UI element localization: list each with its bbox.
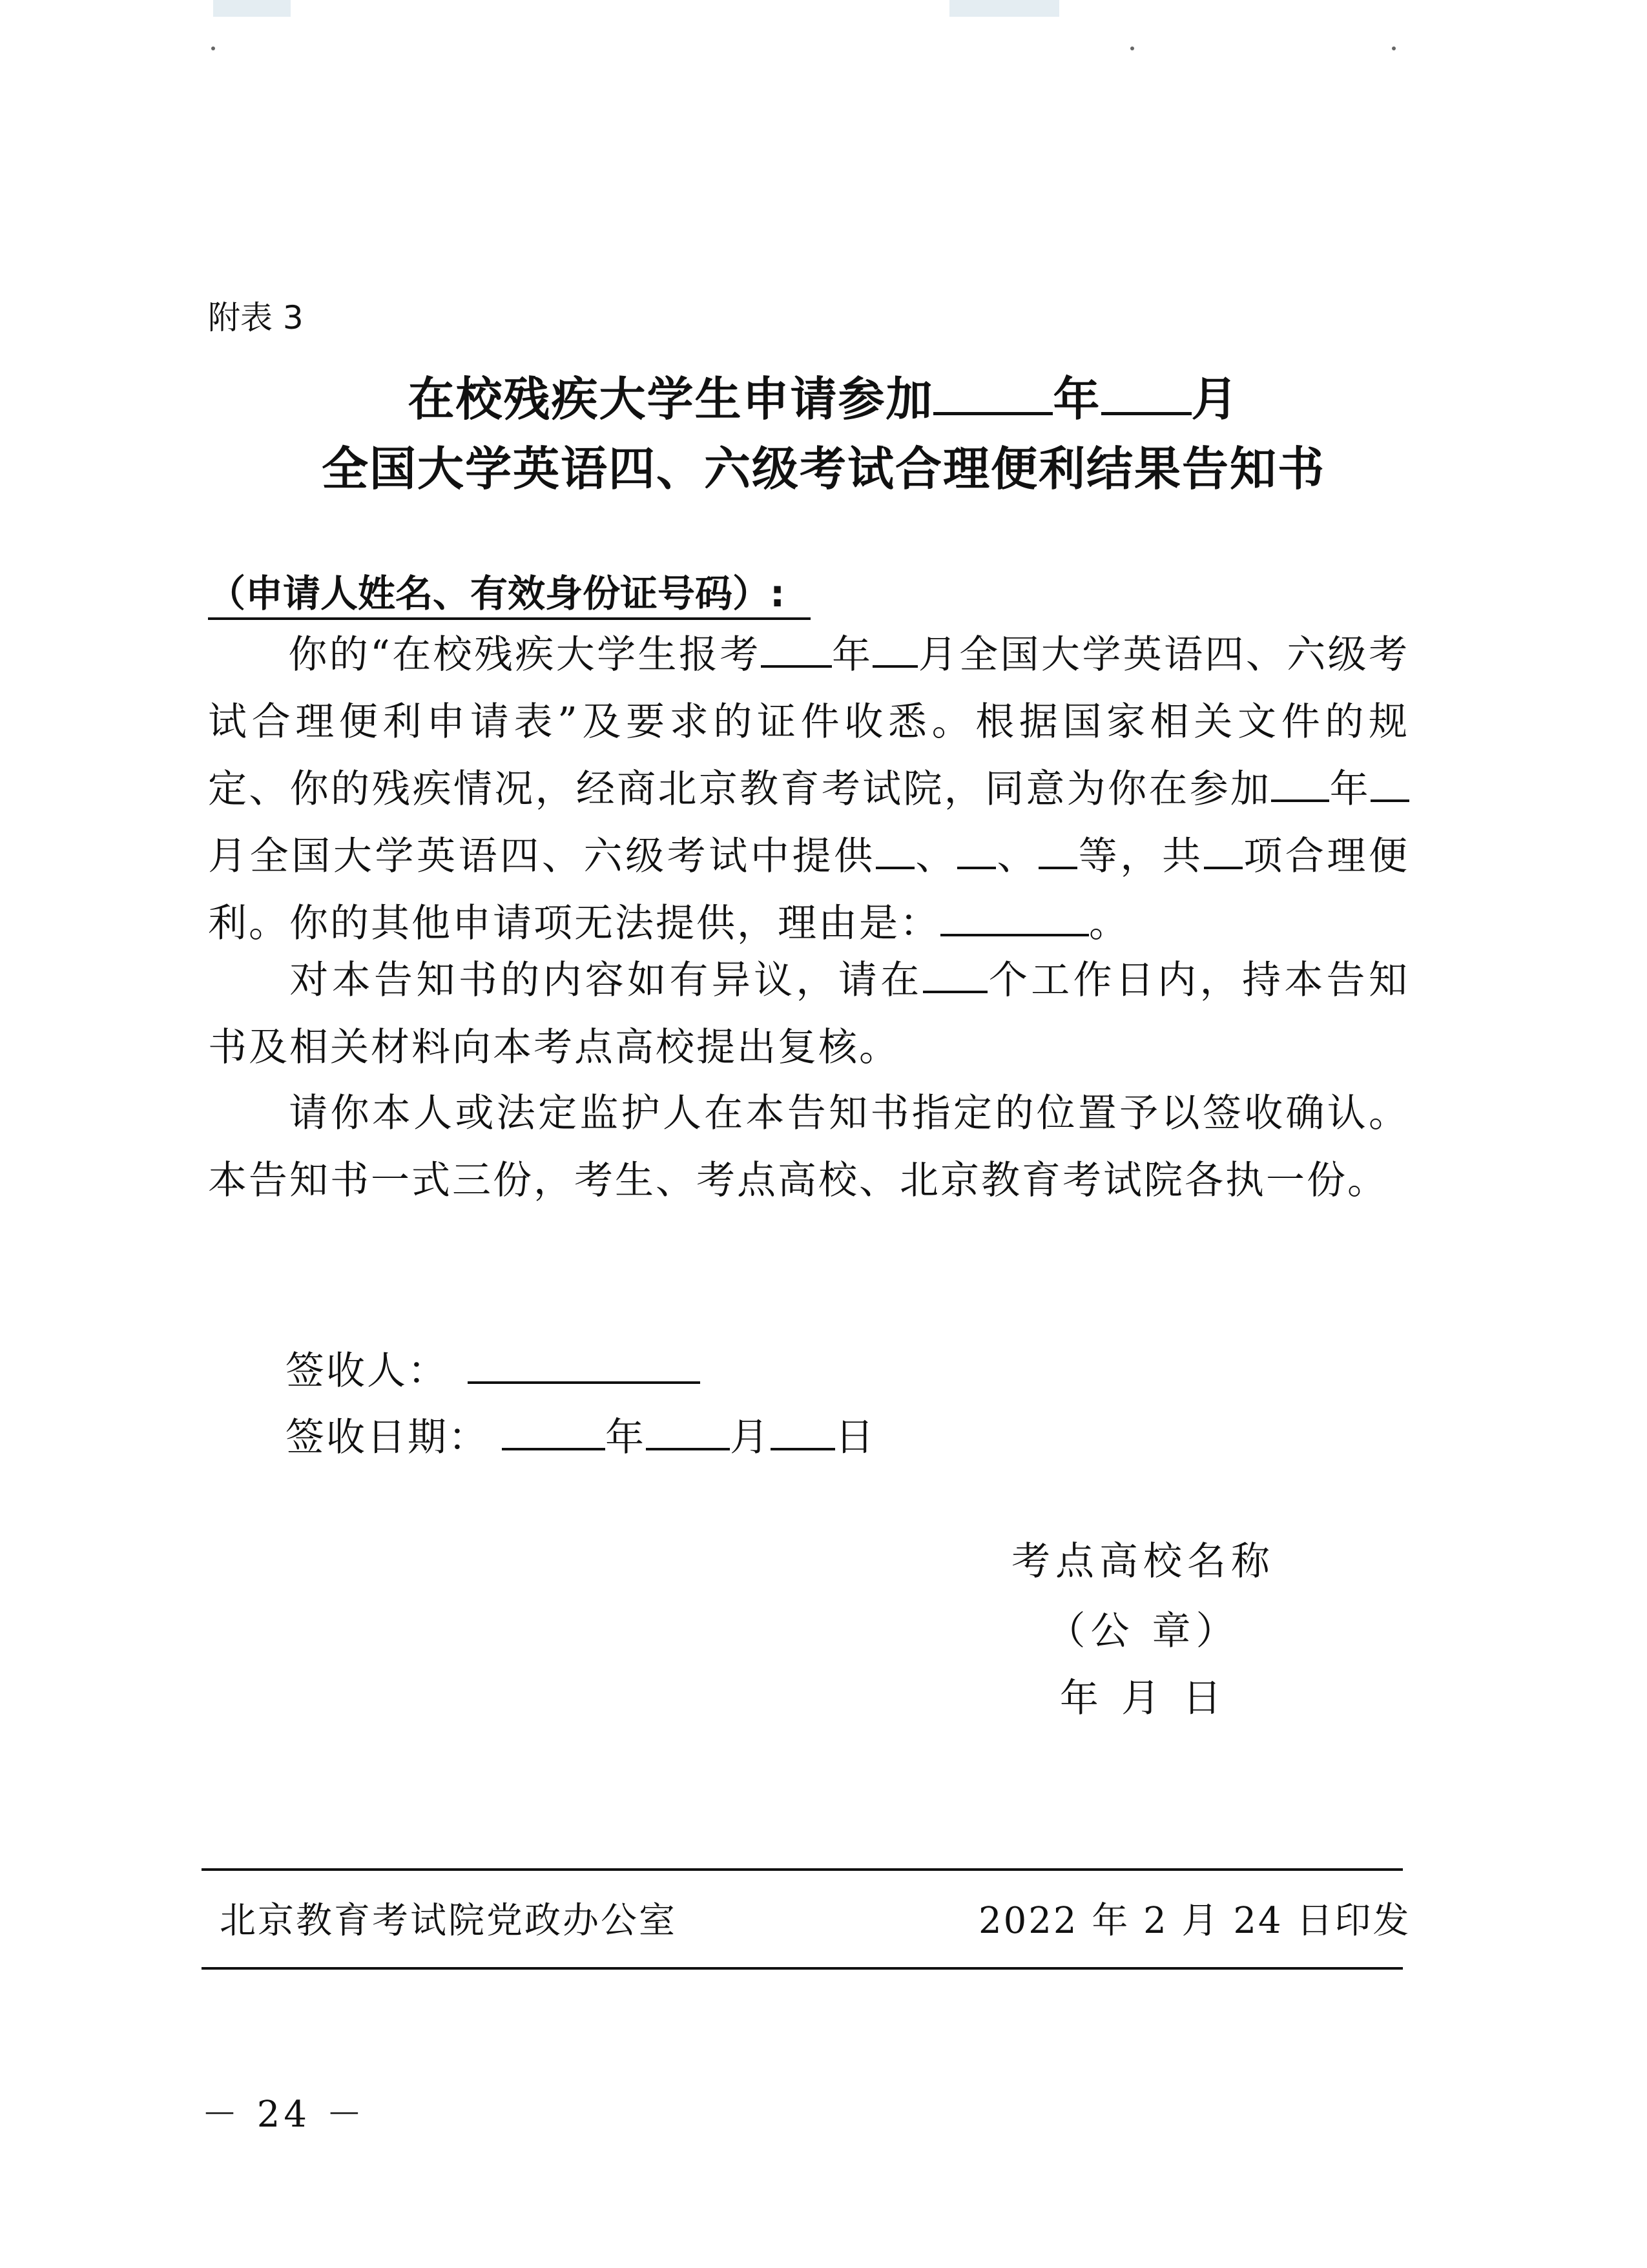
p1-text: 月全国大学英语四、六级考试合理便利申请表”及要求的证件收悉。根据国家相关文件的规定、你的残疾情况，经商北京教育考试院，同意为你在参加 [208,632,1409,812]
title-year: 年 [1053,372,1101,426]
blank-field[interactable] [761,626,832,668]
sign-month-text: 月 [730,1415,771,1460]
official-seal: （公 章） [1046,1609,1240,1654]
stamp-date: 年 月 日 [1059,1676,1227,1721]
school-name: 考点高校名称 [1011,1539,1275,1584]
p1-text: 你的“在校残疾大学生报考 [288,632,761,677]
blank-field[interactable] [1204,828,1243,869]
p2-text: 个工作日内，持本告知书及相关材料向本考点高校提出复核。 [208,958,1410,1070]
recipient-line [285,1340,700,1396]
blank-field[interactable] [873,626,918,668]
title-line-1 [0,362,1647,429]
blank-field[interactable] [1039,828,1077,869]
sign-date-line [285,1407,876,1462]
p1-text: 月全国大学英语四、六级考试中提供 [208,834,876,879]
p1-text: 等，共 [1077,834,1204,879]
sign-year-field[interactable] [502,1409,605,1450]
p1-text: 、 [995,834,1039,879]
paragraph-3 [208,1080,1409,1214]
blank-field[interactable] [957,828,996,869]
sign-year-text: 年 [605,1415,646,1460]
blank-field[interactable] [1371,761,1409,802]
scan-artifact [949,0,1059,17]
sign-date-label: 签收日期： [285,1415,489,1460]
salutation: （申请人姓名、有效身份证号码）: [208,563,811,620]
recipient-label: 签收人： [285,1348,448,1394]
page-number: － 24 － [202,2094,366,2136]
blank-field[interactable] [1271,761,1329,802]
p1-text: 年 [1329,767,1371,812]
sign-month-field[interactable] [646,1409,730,1450]
scan-dot [211,46,215,50]
blank-field[interactable] [876,828,915,869]
p1-text: 年 [831,632,873,677]
scan-artifact [213,0,291,17]
issue-date: 2022 年 2 月 24 日印发 [979,1900,1411,1942]
sign-day-text: 日 [835,1415,876,1460]
issuer: 北京教育考试院党政办公室 [220,1900,677,1942]
title-prefix: 在校残疾大学生申请参加 [408,372,934,426]
scan-dot [1130,46,1134,50]
p3-text: 请你本人或法定监护人在本告知书指定的位置予以签收确认。本告知书一式三份，考生、考点高校、北京教育考试院各执一份。 [208,1091,1409,1203]
sign-day-field[interactable] [771,1409,835,1450]
p1-text: 、 [914,834,957,879]
p1-text: 项合理便利。你的其他申请项无法提供，理由是： [208,834,1410,946]
days-blank[interactable] [923,952,988,993]
paragraph-2 [208,947,1409,1081]
footer-rule-top [202,1868,1403,1871]
paragraph-1 [208,621,1409,957]
reason-blank[interactable] [940,895,1089,936]
scan-dot [1392,46,1396,50]
title-month: 月 [1191,372,1239,426]
p1-text: 。 [1089,901,1130,946]
attachment-label: 附表 3 [208,299,304,336]
month-blank[interactable] [1101,412,1192,415]
recipient-field[interactable] [468,1343,700,1384]
footer-rule-bottom [202,1967,1403,1970]
p2-text: 对本告知书的内容如有异议，请在 [288,958,923,1003]
title-line-2: 全国大学英语四、六级考试合理便利结果告知书 [321,442,1325,496]
year-blank[interactable] [933,412,1053,415]
